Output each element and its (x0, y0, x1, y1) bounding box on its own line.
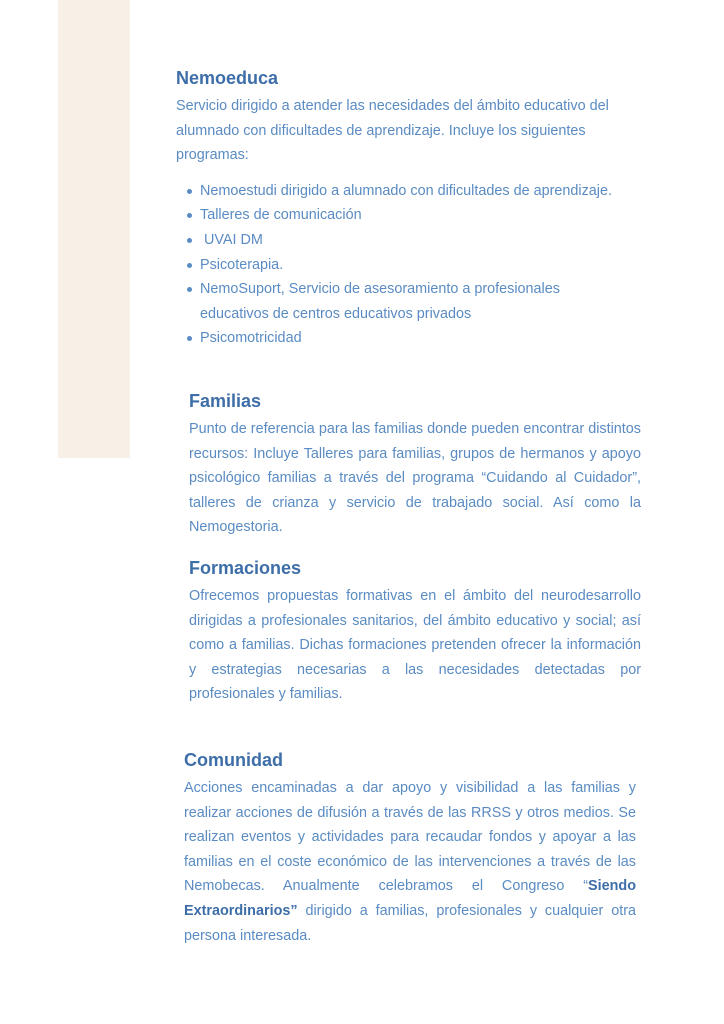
congress-name-highlight: Siendo Extraordinarios” (184, 878, 636, 919)
bullet-icon (187, 213, 192, 218)
section-body-formaciones: Ofrecemos propuestas formativas en el ámbito del neurodesarrollo dirigidas a profesionales sanitarios, del ámbito educativo y social; así como a familias. Dichas formaciones pretenden ofrecer la información y estrategias necesarias a las necesidades detectadas por profesionales y familias. (189, 588, 641, 703)
bullet-icon (187, 287, 192, 292)
bullet-icon (187, 238, 192, 243)
section-title-formaciones: Formaciones (189, 558, 302, 578)
bullet-icon (187, 336, 192, 341)
list-item: UVAI DM (176, 228, 616, 253)
section-comunidad (184, 748, 636, 948)
bullet-icon (187, 263, 192, 268)
section-title-nemoeduca: Nemoeduca (176, 68, 279, 88)
section-familias (189, 389, 641, 540)
section-body-comunidad: Acciones encaminadas a dar apoyo y visibilidad a las familias y realizar acciones de difusión a través de las RRSS y otros medios. Se realizan eventos y actividades para recaudar fondos y apoyar a las familias en el coste económico de las intervenciones a través de las Nemobecas. Anualmente celebramos el Congreso “Siendo Extraordinarios” dirigido a familias, profesionales y cualquier otra persona interesada. (184, 780, 636, 944)
list-item: Talleres de comunicación (176, 203, 616, 228)
list-item: Nemoestudi dirigido a alumnado con dificultades de aprendizaje. (176, 179, 616, 204)
program-list (176, 179, 616, 351)
list-item: Psicomotricidad (176, 326, 616, 351)
section-body-familias: Punto de referencia para las familias donde pueden encontrar distintos recursos: Incluye Talleres para familias, grupos de hermanos y apoyo psicológico familias a través del programa “Cuidando al Cuidador”, talleres de crianza y servicio de trabajado social. Así como la Nemogestoria. (189, 421, 641, 536)
section-formaciones (189, 556, 641, 707)
section-nemoeduca (176, 66, 616, 351)
section-intro-nemoeduca: Servicio dirigido a atender las necesidades del ámbito educativo del alumnado con dificultades de aprendizaje. Incluye los siguientes programas: (176, 98, 609, 164)
list-item: NemoSuport, Servicio de asesoramiento a profesionales educativos de centros educativos privados (176, 277, 616, 326)
decorative-accent-bar (58, 0, 130, 458)
section-title-familias: Familias (189, 391, 262, 411)
list-item: Psicoterapia. (176, 253, 616, 278)
section-title-comunidad: Comunidad (184, 750, 283, 770)
bullet-icon (187, 189, 192, 194)
